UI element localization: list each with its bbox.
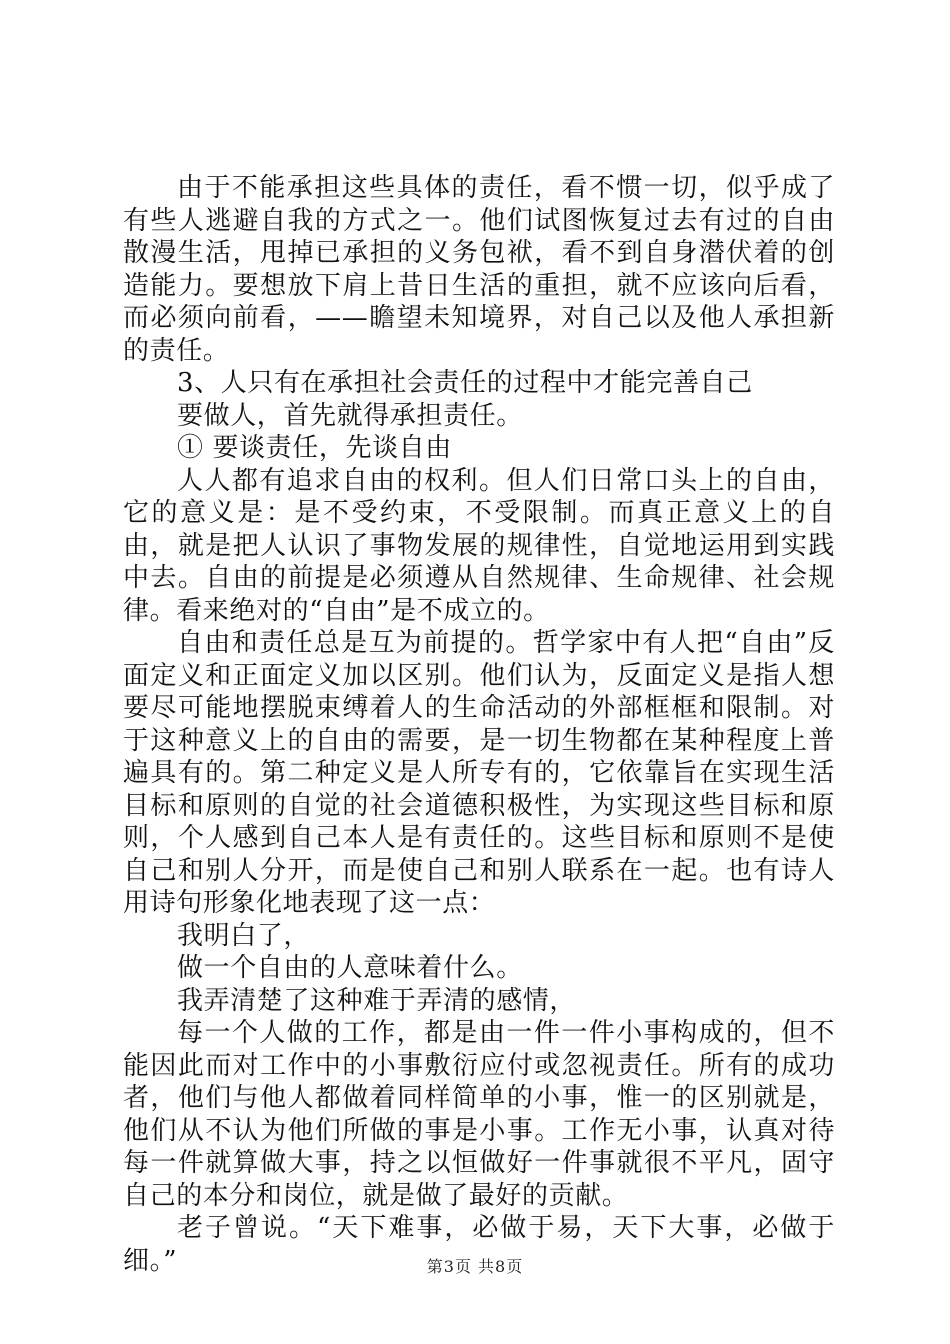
page-number-footer: 第3页 共8页 xyxy=(426,1257,524,1276)
paragraph: 由于不能承担这些具体的责任，看不惯一切，似乎成了有些人逃避自我的方式之一。他们试图恢复过去有过的自由散漫生活，甩掉已承担的义务包袱，看不到自身潜伏着的创造能力。要想放下肩上昔日生活的重担，就不应该向后看，而必须向前看，——瞻望未知境界，对自己以及他人承担新的责任。 xyxy=(123,173,835,366)
paragraph: 要做人，首先就得承担责任。 xyxy=(177,400,523,431)
paragraph: 人人都有追求自由的权利。但人们日常口头上的自由，它的意义是：是不受约束，不受限制。而真正意义上的自由，就是把人认识了事物发展的规律性，自觉地运用到实践中去。自由的前提是必须遵从自然规律、生命规律、社会规律。看来绝对的“自由”是不成立的。 xyxy=(123,465,835,626)
poem-line: 我明白了， xyxy=(177,920,311,951)
poem-line: 我弄清楚了这种难于弄清的感情， xyxy=(177,985,577,1016)
poem-line: 做一个自由的人意味着什么。 xyxy=(177,953,523,983)
quote-paragraph: 老子曾说。“天下难事，必做于易，天下大事，必做于细。” xyxy=(123,1213,835,1276)
document-body xyxy=(123,172,835,1277)
subsection-heading: ① 要谈责任，先谈自由 xyxy=(177,433,452,463)
paragraph: 自由和责任总是互为前提的。哲学家中有人把“自由”反面定义和正面定义加以区别。他们认为，反面定义是指人想要尽可能地摆脱束缚着人的生命活动的外部框框和限制。对于这种意义上的自由的需要，是一切生物都在某种程度上普遍具有的。第二种定义是人所专有的，它依靠旨在实现生活目标和原则的自觉的社会道德积极性，为实现这些目标和原则，个人感到自己本人是有责任的。这些目标和原则不是使自己和别人分开，而是使自己和别人联系在一起。也有诗人用诗句形象化地表现了这一点： xyxy=(123,628,835,918)
paragraph: 每一个人做的工作，都是由一件一件小事构成的，但不能因此而对工作中的小事敷衍应付或忽视责任。所有的成功者，他们与他人都做着同样简单的小事，惟一的区别就是，他们从不认为他们所做的事是小事。工作无小事，认真对待每一件就算做大事，持之以恒做好一件事就很不平凡，固守自己的本分和岗位，就是做了最好的贡献。 xyxy=(123,1018,835,1211)
section-heading: 3、人只有在承担社会责任的过程中才能完善自己 xyxy=(177,368,753,398)
